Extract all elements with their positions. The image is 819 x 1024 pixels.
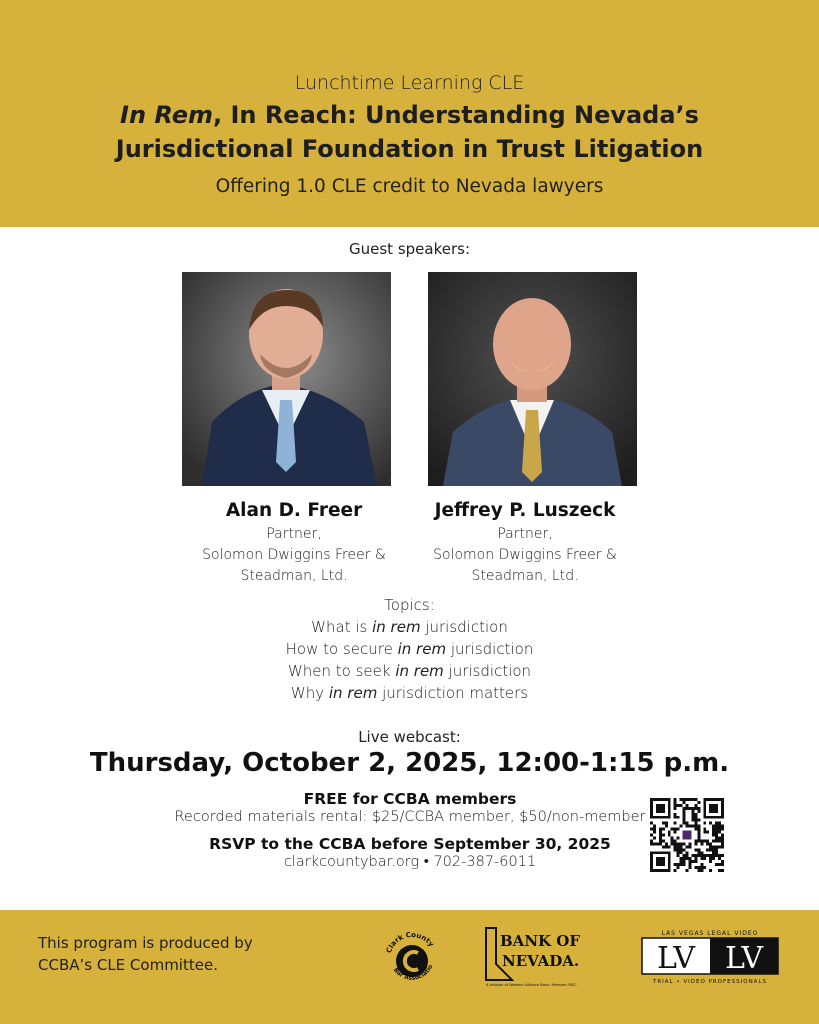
svg-text:Bar Association: Bar Associatio <box>391 963 435 982</box>
topics-label: Topics: <box>384 596 435 614</box>
free-note: FREE for CCBA members <box>303 790 517 808</box>
title-line2: Jurisdictional Foundation in Trust Litigation <box>115 135 704 163</box>
rsvp-deadline: RSVP to the CCBA before September 30, 2025 <box>209 835 611 853</box>
topic-item: Why in rem jurisdiction matters <box>290 684 529 702</box>
title-italic: In Rem <box>120 101 213 129</box>
live-webcast-label: Live webcast: <box>358 728 461 746</box>
producer-note: This program is produced by CCBA’s CLE Committee. <box>38 934 253 974</box>
speaker-name: Alan D. Freer <box>225 500 363 521</box>
svg-text:Clark County: Clark County <box>384 930 436 955</box>
event-date: Thursday, October 2, 2025, 12:00-1:15 p.m. <box>89 748 730 778</box>
speaker-firm-line1: Solomon Dwiggins Freer & <box>433 547 617 563</box>
contact-info[interactable]: clarkcountybar.org • 702-387-6011 <box>283 854 537 870</box>
credit-info: Offering 1.0 CLE credit to Nevada lawyers <box>215 176 604 197</box>
lvlv-logo <box>640 928 780 986</box>
topics-list <box>0 594 819 704</box>
lvlv-top-text: LAS VEGAS LEGAL VIDEO <box>661 930 759 937</box>
speaker-photo-freer <box>182 272 391 486</box>
speaker-name: Jeffrey P. Luszeck <box>434 500 616 521</box>
title-line1-rest: , In Reach: Understanding Nevada’s <box>212 101 699 129</box>
speaker-photo-luszeck <box>428 272 637 486</box>
qr-code[interactable] <box>650 798 724 872</box>
speaker-firm-line2: Steadman, Ltd. <box>240 568 348 584</box>
bank-name-line1: BANK OF <box>500 932 581 950</box>
event-series: Lunchtime Learning CLE <box>294 72 525 94</box>
svg-text:LV: LV <box>724 941 764 976</box>
bank-fdic-note: A division of Western Alliance Bank. Member FDIC. <box>486 983 578 987</box>
topic-item: What is in rem jurisdiction <box>311 618 508 636</box>
header-banner <box>0 0 819 227</box>
speaker-role: Partner, <box>266 526 322 542</box>
bank-name-line2: NEVADA. <box>502 952 580 970</box>
speaker-card-luszeck <box>395 498 655 587</box>
speaker-firm-line1: Solomon Dwiggins Freer & <box>202 547 386 563</box>
topic-item: How to secure in rem jurisdiction <box>285 640 534 658</box>
rental-pricing: Recorded materials rental: $25/CCBA member, $50/non-member <box>174 809 646 825</box>
topic-item: When to seek in rem jurisdiction <box>287 662 532 680</box>
speaker-card-freer <box>164 498 424 587</box>
lvlv-bottom-text: TRIAL • VIDEO PROFESSIONALS <box>652 979 768 985</box>
bank-of-nevada-logo <box>482 924 602 988</box>
event-title <box>0 98 819 166</box>
speaker-firm-line2: Steadman, Ltd. <box>471 568 579 584</box>
svg-text:LV: LV <box>656 941 696 976</box>
speaker-role: Partner, <box>497 526 553 542</box>
guest-speakers-label: Guest speakers: <box>349 240 470 258</box>
ccba-logo <box>382 923 442 991</box>
